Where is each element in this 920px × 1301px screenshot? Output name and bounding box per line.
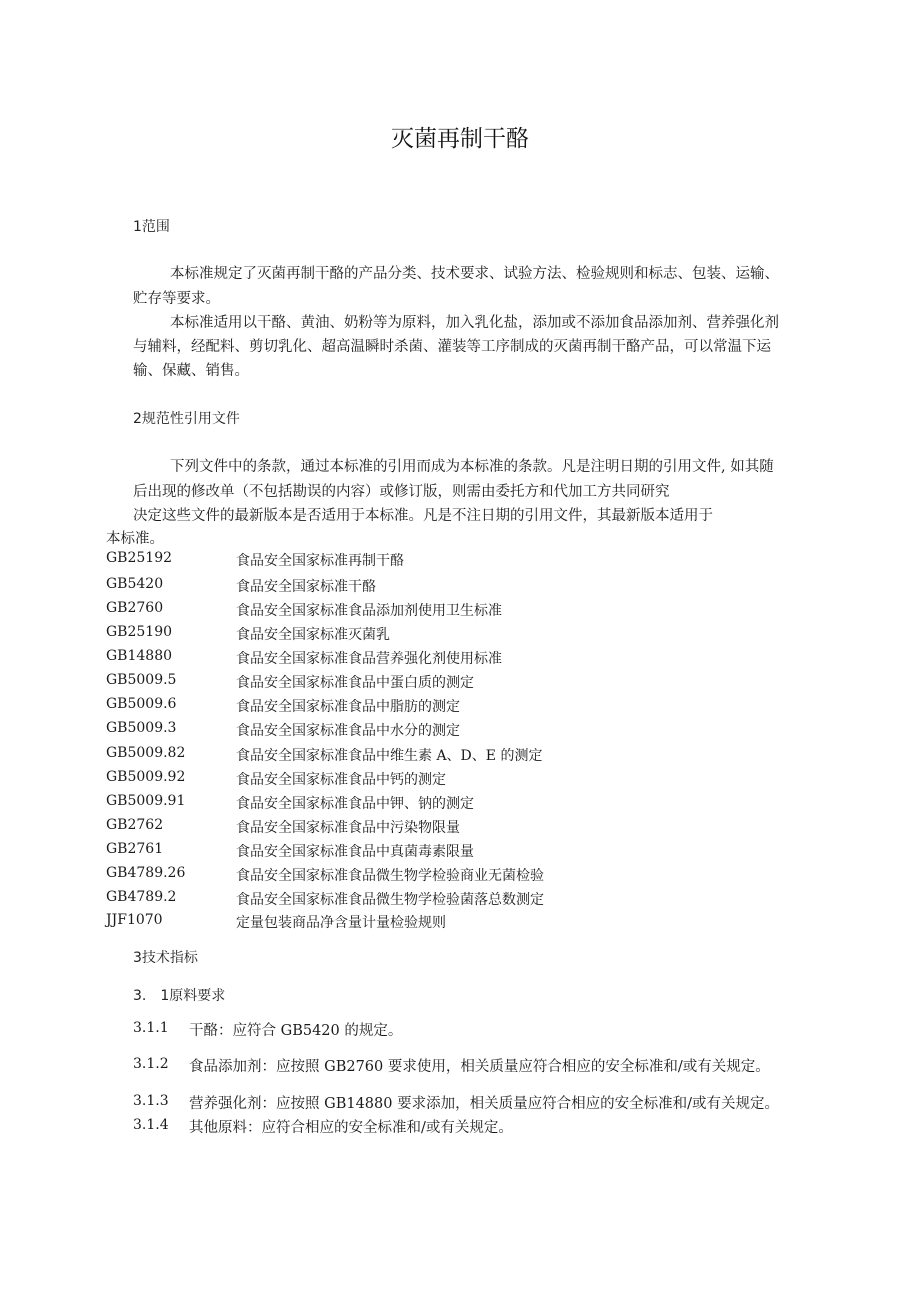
clause-number: 3.1.2: [133, 1056, 169, 1072]
reference-name: 食品安全国家标准食品中蛋白质的测定: [236, 675, 474, 691]
section-2-paragraph-line-2: 后出现的修改单（不包括勘误的内容）或修订版，则需由委托方和代加工方共同研究: [133, 484, 670, 500]
reference-code: GB25190: [106, 624, 173, 640]
reference-name: 食品安全国家标准食品中污染物限量: [236, 820, 460, 836]
reference-name: 食品安全国家标准食品中维生素 A、D、E 的测定: [236, 748, 543, 764]
section-3-1-heading: 3. 1原料要求: [133, 988, 226, 1004]
section-1-paragraph-2-line-2: 与辅料，经配料、剪切乳化、超高温瞬时杀菌、灌装等工序制成的灭菌再制干酪产品，可以常温下运: [133, 339, 771, 355]
clause-text: 营养强化剂：应按照 GB14880 要求添加，相关质量应符合相应的安全标准和/或有关规定。: [189, 1096, 779, 1112]
document-title: 灭菌再制干酪: [391, 126, 529, 152]
clause-number: 3.1.4: [133, 1117, 169, 1133]
reference-code: GB5009.5: [106, 672, 177, 688]
section-2-paragraph-line-3: 决定这些文件的最新版本是否适用于本标准。凡是不注日期的引用文件，其最新版本适用于: [133, 508, 713, 524]
clause-number: 3.1.1: [133, 1020, 169, 1036]
reference-name: 食品安全国家标准干酪: [236, 579, 376, 595]
section-3-heading: 3技术指标: [133, 950, 198, 966]
reference-name: 食品安全国家标准食品微生物学检验菌落总数测定: [236, 892, 544, 908]
reference-code: GB4789.26: [106, 865, 186, 881]
reference-code: GB5009.3: [106, 720, 177, 736]
section-1-paragraph-1-line-2: 贮存等要求。: [133, 291, 220, 307]
reference-name: 定量包装商品净含量计量检验规则: [236, 915, 446, 931]
clause-number: 3.1.3: [133, 1093, 169, 1109]
reference-code: GB25192: [106, 550, 173, 566]
reference-name: 食品安全国家标准食品中钾、钠的测定: [236, 796, 474, 812]
section-2-heading: 2规范性引用文件: [133, 411, 240, 427]
clause-text: 其他原料：应符合相应的安全标准和/或有关规定。: [189, 1120, 513, 1136]
reference-name: 食品安全国家标准灭菌乳: [236, 627, 390, 643]
reference-name: 食品安全国家标准食品中脂肪的测定: [236, 699, 460, 715]
reference-name: 食品安全国家标准再制干酪: [236, 553, 404, 569]
section-1-paragraph-2-line-1: 本标准适用以干酪、黄油、奶粉等为原料，加入乳化盐，添加或不添加食品添加剂、营养强化剂: [170, 315, 779, 331]
reference-code: GB5009.6: [106, 696, 177, 712]
reference-code: GB14880: [106, 648, 173, 664]
reference-name: 食品安全国家标准食品中真菌毒素限量: [236, 844, 474, 860]
reference-code: GB2762: [106, 817, 164, 833]
reference-code: GB5009.92: [106, 769, 186, 785]
reference-name: 食品安全国家标准食品添加剂使用卫生标准: [236, 603, 502, 619]
section-2-paragraph-line-1: 下列文件中的条款，通过本标准的引用而成为本标准的条款。凡是注明日期的引用文件, 如其随: [170, 459, 774, 475]
reference-name: 食品安全国家标准食品中水分的测定: [236, 723, 460, 739]
reference-code: GB5009.82: [106, 745, 186, 761]
reference-code: GB5420: [106, 576, 164, 592]
section-1-heading: 1范围: [133, 219, 170, 235]
reference-code: JJF1070: [106, 912, 163, 928]
section-1-paragraph-2-line-3: 输、保藏、销售。: [133, 363, 249, 379]
reference-name: 食品安全国家标准食品微生物学检验商业无菌检验: [236, 868, 544, 884]
section-1-paragraph-1-line-1: 本标准规定了灭菌再制干酪的产品分类、技术要求、试验方法、检验规则和标志、包装、运输、: [170, 266, 779, 282]
reference-code: GB2760: [106, 600, 164, 616]
clause-text: 干酪：应符合 GB5420 的规定。: [189, 1023, 403, 1039]
section-2-paragraph-line-4: 本标准。: [106, 531, 164, 547]
clause-text: 食品添加剂：应按照 GB2760 要求使用，相关质量应符合相应的安全标准和/或有关规定。: [189, 1059, 770, 1075]
reference-code: GB2761: [106, 841, 164, 857]
reference-name: 食品安全国家标准食品中钙的测定: [236, 772, 446, 788]
reference-code: GB5009.91: [106, 793, 186, 809]
reference-name: 食品安全国家标准食品营养强化剂使用标准: [236, 651, 502, 667]
reference-code: GB4789.2: [106, 889, 177, 905]
